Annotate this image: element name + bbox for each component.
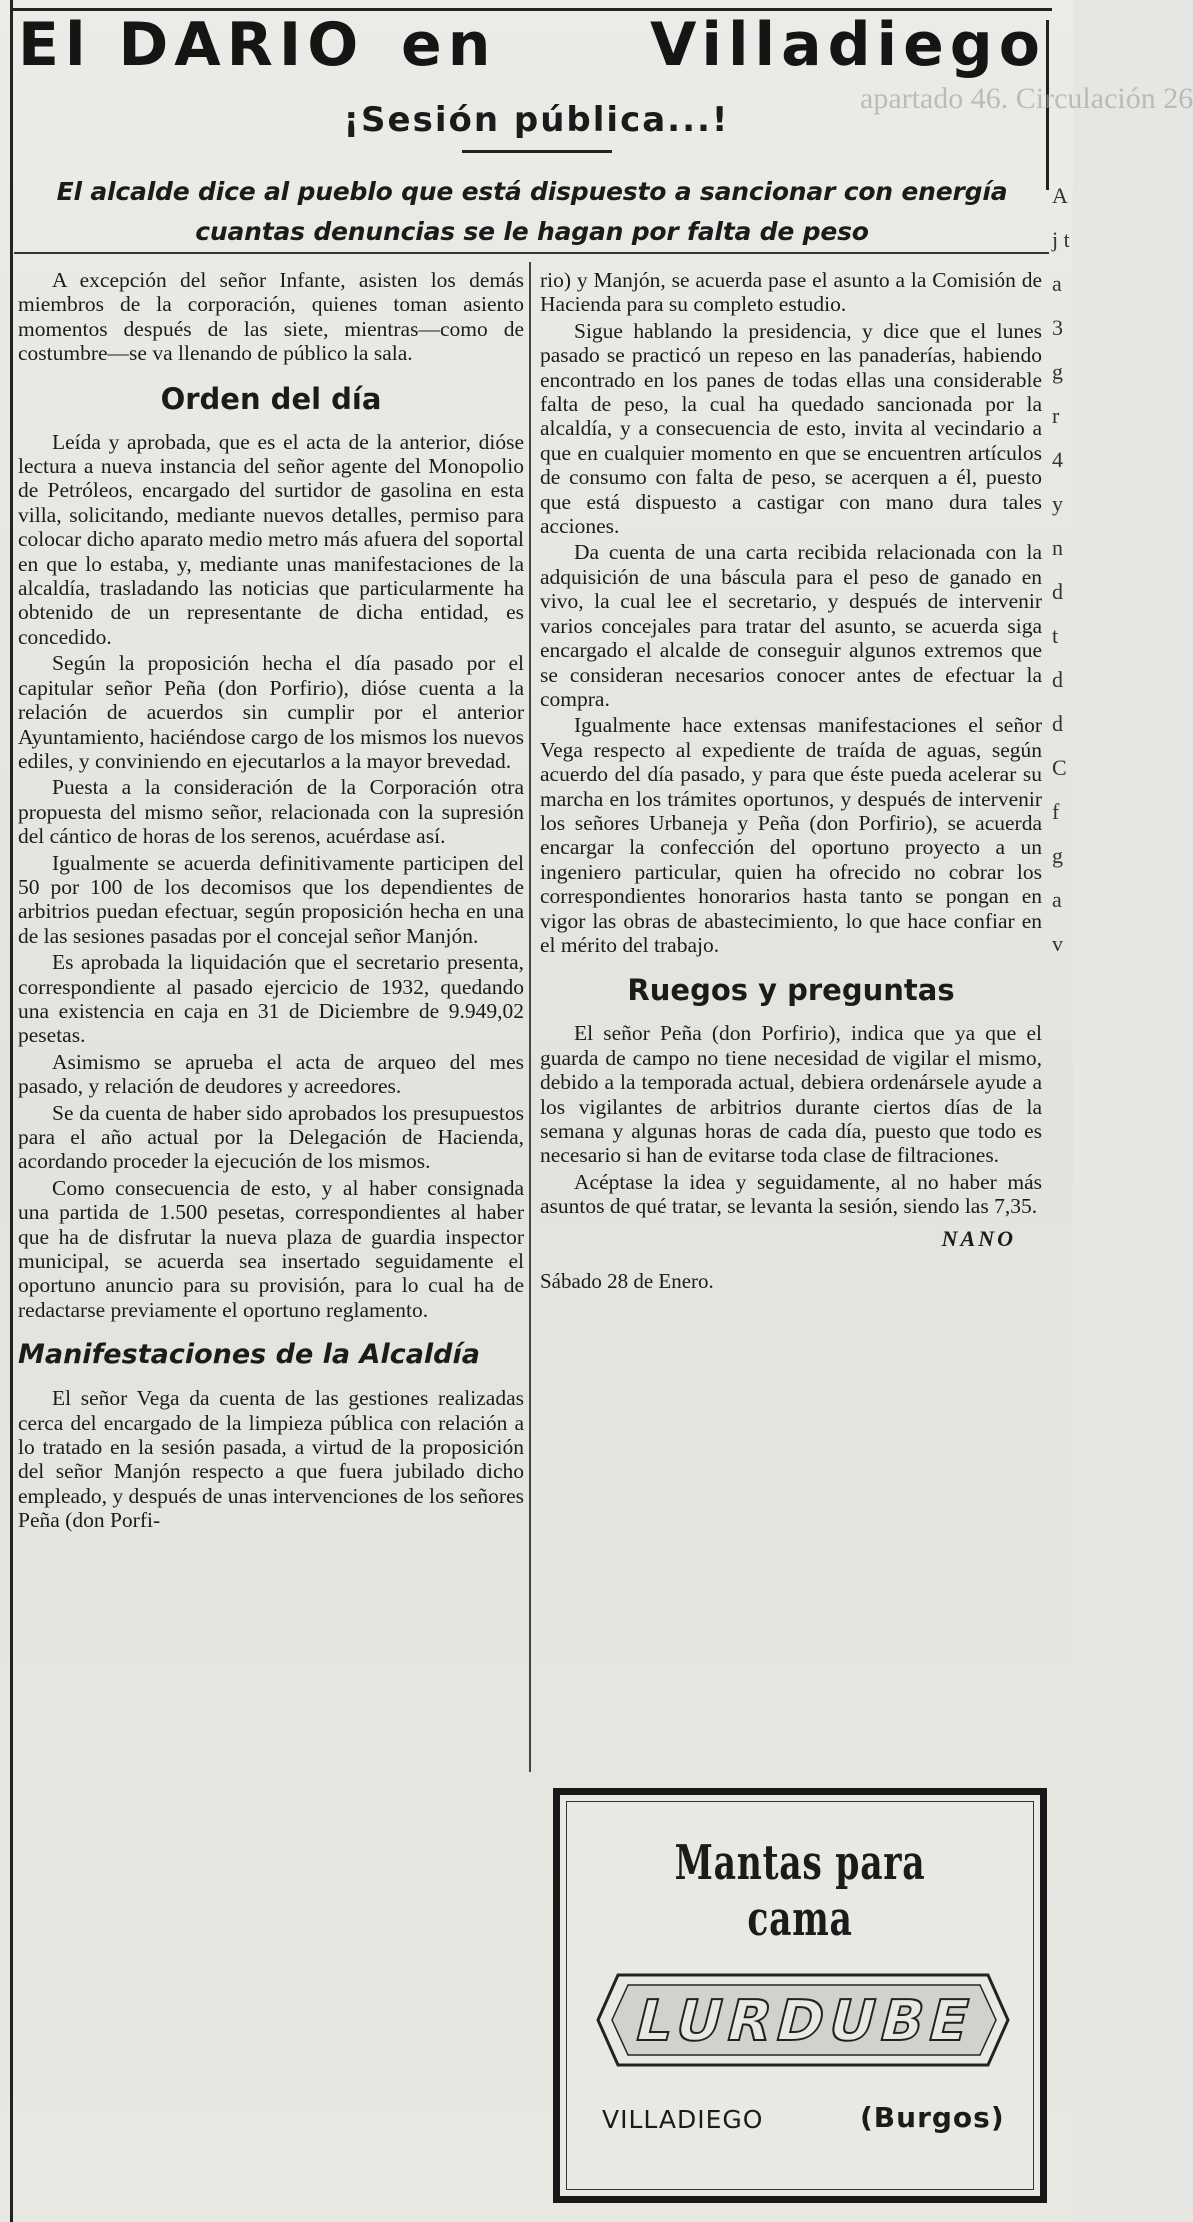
paragraph: rio) y Manjón, se acuerda pase el asunto a la Comisión de Hacienda para su completo estudio. <box>540 268 1042 317</box>
masthead-part-1: El DARIO <box>18 10 365 80</box>
subhead: ¡Sesión pública...! <box>343 100 730 140</box>
advertisement <box>553 1788 1047 2203</box>
ad-province: (Burgos) <box>860 2101 1005 2134</box>
column-separator <box>529 262 531 1772</box>
masthead-part-3: Villadiego <box>650 10 1046 80</box>
paragraph: Puesta a la consideración de la Corporación otra propuesta del mismo señor, relacionada con la supresión del cántico de horas de los serenos, acuérdase así. <box>18 775 524 849</box>
brand-logo-text: LURDUBE <box>628 1988 983 2054</box>
ad-title: Mantas para cama <box>674 1835 926 1947</box>
section-title-orden: Orden del día <box>160 381 382 416</box>
date-line: Sábado 28 de Enero. <box>540 1269 714 1294</box>
ad-town: VILLADIEGO <box>602 2105 764 2134</box>
paragraph: Según la proposición hecha el día pasado por el capitular señor Peña (don Porfirio), dióse cuenta a la relación de acuerdos sin cumplir por el anterior Ayuntamiento, haciéndose cargo de los mismos los nuevos ediles, y conviniendo en ejecutarlos a la mayor brevedad. <box>18 651 524 773</box>
headline: El alcalde dice al pueblo que está dispuesto a sancionar con energía cuantas denuncias se le hagan por falta de peso <box>56 177 1008 246</box>
edge-letters-neighbor-column: A j t a 3 g r 4 y n d t d d C f g a v <box>1052 183 1070 956</box>
paragraph: Da cuenta de una carta recibida relacionada con la adquisición de una báscula para el peso de ganado en vivo, la cual lee el secretario, y después de intervenir varios concejales para tratar del asunto, se acuerda siga encargado el alcalde de conseguir algunos extremos que se consideran necesarios conocer antes de efectuar la compra. <box>540 540 1042 711</box>
right-column <box>540 268 1042 1293</box>
section-title-manifestaciones: Manifestaciones de la Alcaldía <box>18 1339 480 1371</box>
paragraph: Acéptase la idea y seguidamente, al no haber más asuntos de qué tratar, se levanta la sesión, siendo las 7,35. <box>540 1169 1042 1219</box>
intro-paragraph: A excepción del señor Infante, asisten los demás miembros de la corporación, quienes toman asiento momentos después de las siete, mientras—como de costumbre—se va llenando de público la sala. <box>18 268 524 366</box>
paragraph: Asimismo se aprueba el acta de arqueo del mes pasado, y relación de deudores y acreedores. <box>18 1049 524 1099</box>
paragraph: Como consecuencia de esto, y al haber consignada una partida de 1.500 pesetas, correspondientes al haber que ha de disfrutar la nueva plaza de guardia inspector municipal, se acuerda sea insertado seguidamente el oportuno anuncio para su provisión, para lo cual ha de redactarse previamente el oportuno reglamento. <box>18 1175 524 1322</box>
left-column <box>18 268 524 1535</box>
left-frame-rule <box>10 0 13 2222</box>
paragraph: Igualmente se acuerda definitivamente participen del 50 por 100 de los decomisos que los dependientes de arbitrios puedan efectuar, según proposición hecha en una de las sesiones pasadas por el concejal señor Manjón. <box>18 850 524 948</box>
paragraph: Leída y aprobada, que es el acta de la anterior, dióse lectura a nueva instancia del señor agente del Monopolio de Petróleos, encargado del surtidor de gasolina en esta villa, solicitando, mediante nuevos detalles, permiso para colocar dicho aparato medio metro más afuera del soportal en que lo estaba, y, mediante unas manifestaciones de la alcaldía, trasladando las noticias que particularmente ha obtenido de un representante de dicha entidad, es concedido. <box>18 429 524 649</box>
paragraph: Sigue hablando la presidencia, y dice que el lunes pasado se practicó un repeso en las panaderías, habiendo encontrado en los panes de todas ellas una considerable falta de peso, la cual ha quedado sancionada por la alcaldía, y a consecuencia de esto, invita al vecindario a que en cualquier momento en que se encuentren artículos de consumo con falta de peso, se acerquen a él, puesto que está dispuesto a castigar con mano dura tales acciones. <box>540 318 1042 539</box>
subhead-rule <box>462 150 612 153</box>
paragraph: El señor Vega da cuenta de las gestiones realizadas cerca del encargado de la limpieza pública con relación a lo tratado en la sesión pasada, a virtud de la proposición del señor Manjón respecto a que fuera jubilado dicho empleado, y después de unas intervenciones de los señores Peña (don Porfi- <box>18 1386 524 1533</box>
paragraph: Es aprobada la liquidación que el secretario presenta, correspondiente al pasado ejercicio de 1932, quedando una existencia en caja en 31 de Diciembre de 9.949,02 pesetas. <box>18 950 524 1048</box>
brand-logo-icon <box>598 1935 1008 2105</box>
masthead <box>18 10 1048 90</box>
headline-rule <box>14 252 1049 254</box>
paragraph: Se da cuenta de haber sido aprobados los presupuestos para el año actual por la Delegación de Hacienda, acordando proceder la ejecución de los mismos. <box>18 1100 524 1174</box>
bleed-through-text: apartado 46. Circulación 26 <box>860 82 1193 115</box>
paragraph: Igualmente hace extensas manifestaciones el señor Vega respecto al expediente de traída de aguas, según acuerdo del día pasado, y para que éste pueda acelerar su marcha en los trámites oportunos, y después de intervenir los señores Urbaneja y Peña (don Porfirio), se acuerda encargar la confección del oportuno proyecto a un ingeniero particular, quien ha ofrecido no cobrar los correspondientes honorarios hasta tanto se pongan en vigor las obras de abastecimiento, lo que hace confiar en el mérito del trabajo. <box>540 713 1042 957</box>
paragraph: El señor Peña (don Porfirio), indica que ya que el guarda de campo no tiene necesidad de vigilar el mismo, debido a la temporada actual, debiera ordenársele ayude a los vigilantes de arbitrios durante ciertos días de la semana y algunas horas de cada día, puesto que todo es necesario si han de evitarse toda clase de filtraciones. <box>540 1021 1042 1168</box>
section-title-ruegos: Ruegos y preguntas <box>627 973 955 1008</box>
signature: NANO <box>941 1225 1016 1251</box>
masthead-part-2: en <box>401 10 497 80</box>
